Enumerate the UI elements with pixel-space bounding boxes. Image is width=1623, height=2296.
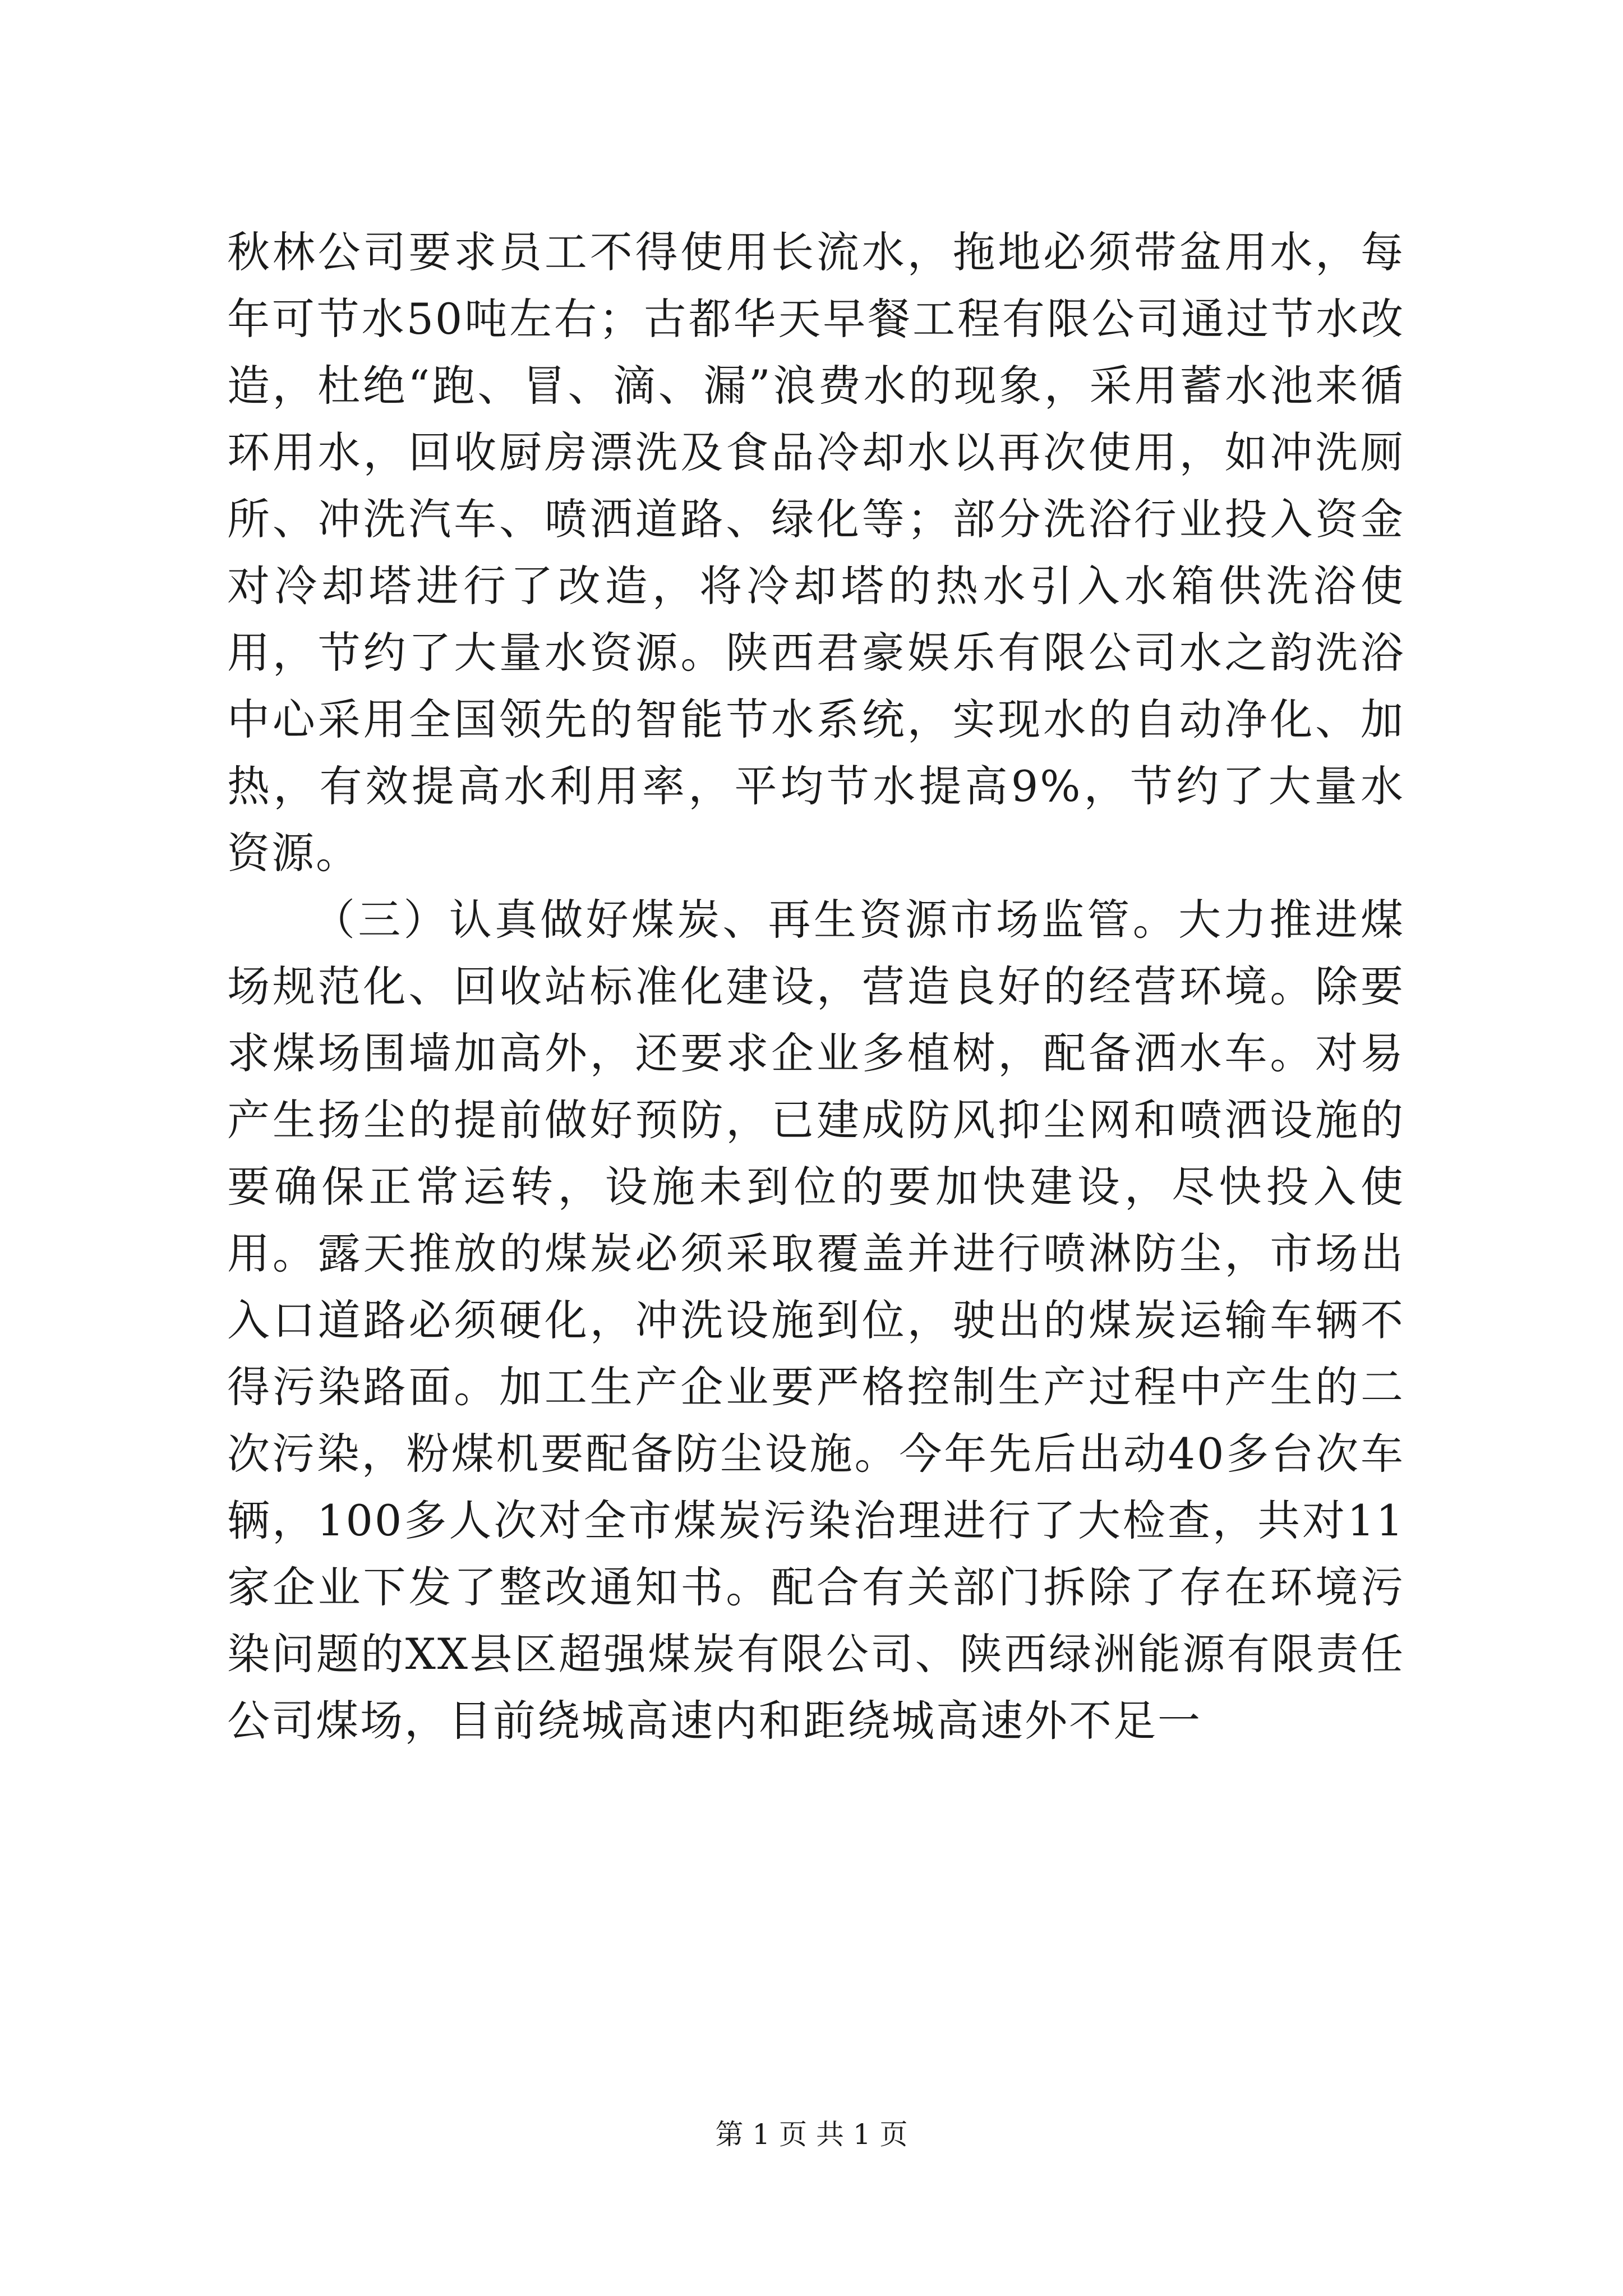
paragraph-coal-market-supervision: （三）认真做好煤炭、再生资源市场监管。大力推进煤场规范化、回收站标准化建设，营造良好的经营环境。除要求煤场围墙加高外，还要求企业多植树，配备洒水车。对易产生扬尘的提前做好预防，已建成防风抑尘网和喷洒设施的要确保正常运转，设施未到位的要加快建设，尽快投入使用。露天推放的煤炭必须采取覆盖并进行喷淋防尘，市场出入口道路必须硬化，冲洗设施到位，驶出的煤炭运输车辆不得污染路面。加工生产企业要严格控制生产过程中产生的二次污染，粉煤机要配备防尘设施。今年先后出动40多台次车辆，100多人次对全市煤炭污染治理进行了大检查，共对11家企业下发了整改通知书。配合有关部门拆除了存在环境污染问题的XX县区超强煤炭有限公司、陕西绿洲能源有限责任公司煤场，目前绕城高速内和距绕城高速外不足一 <box>227 895 1405 1746</box>
document-body <box>227 219 1405 1754</box>
page-footer: 第 1 页 共 1 页 <box>715 2118 908 2151</box>
paragraph-water-saving: 秋林公司要求员工不得使用长流水，拖地必须带盆用水，每年可节水50吨左右；古都华天早餐工程有限公司通过节水改造，杜绝“跑、冒、滴、漏”浪费水的现象，采用蓄水池来循环用水，回收厨房漂洗及食品冷却水以再次使用，如冲洗厕所、冲洗汽车、喷洒道路、绿化等；部分洗浴行业投入资金对冷却塔进行了改造，将冷却塔的热水引入水箱供洗浴使用，节约了大量水资源。陕西君豪娱乐有限公司水之韵洗浴中心采用全国领先的智能节水系统，实现水的自动净化、加热，有效提高水利用率，平均节水提高9%，节约了大量水资源。 <box>227 227 1405 878</box>
